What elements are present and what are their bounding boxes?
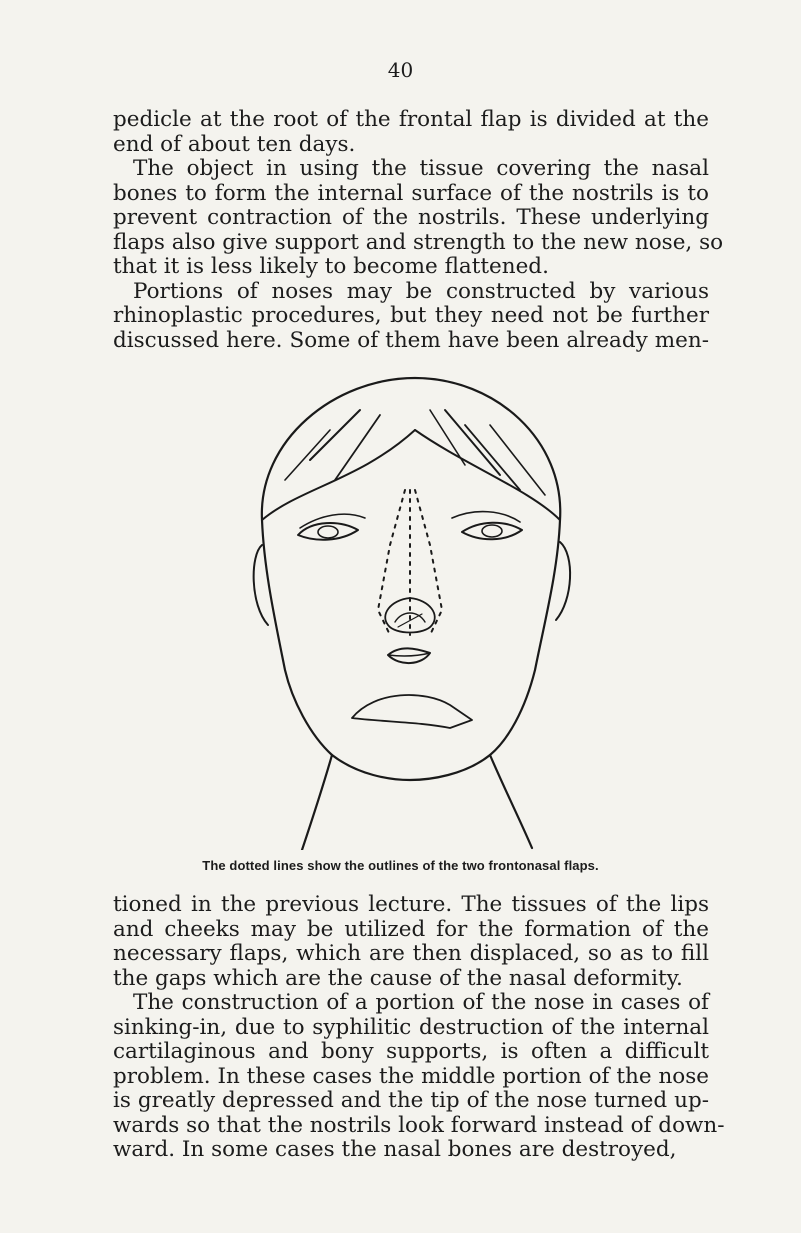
neck-right xyxy=(490,755,532,848)
neck-left xyxy=(302,755,332,850)
paragraph-block-before-figure xyxy=(113,107,724,353)
text-line: necessary flaps, which are then displaced, so as to fill xyxy=(113,941,709,966)
text-line: is greatly depressed and the tip of the nose turned up- xyxy=(113,1088,709,1113)
text-line: flaps also give support and strength to the new nose, so xyxy=(113,229,724,255)
text-line: and cheeks may be utilized for the formation of the xyxy=(113,916,709,942)
text-line: The construction of a portion of the nose in cases of xyxy=(133,990,709,1015)
flap-outline-left xyxy=(378,490,405,635)
figure-caption: The dotted lines show the outlines of the two frontonasal flaps. xyxy=(202,858,599,873)
text-line: rhinoplastic procedures, but they need not be further xyxy=(113,303,709,328)
text-line: tioned in the previous lecture. The tissues of the lips xyxy=(113,892,709,917)
text-line: wards so that the nostrils look forward instead of down- xyxy=(113,1112,725,1138)
text-line: the gaps which are the cause of the nasal deformity. xyxy=(113,965,683,991)
text-line: bones to form the internal surface of the nostrils is to xyxy=(113,180,709,206)
text-line: discussed here. Some of them have been already men- xyxy=(113,327,709,353)
text-line: Portions of noses may be constructed by various xyxy=(133,278,709,304)
text-line: prevent contraction of the nostrils. These underlying xyxy=(113,205,709,230)
face-flap-illustration xyxy=(240,370,580,850)
text-line: end of about ten days. xyxy=(113,131,356,157)
text-line: that it is less likely to become flattened. xyxy=(113,254,549,279)
text-line: problem. In these cases the middle portion of the nose xyxy=(113,1063,709,1089)
right-eyebrow xyxy=(452,512,520,522)
head-outline xyxy=(262,378,560,780)
paragraph-block-after-figure xyxy=(113,892,725,1163)
text-line: The object in using the tissue covering the nasal xyxy=(133,156,709,181)
text-line: cartilaginous and bony supports, is often a difficult xyxy=(113,1039,709,1064)
text-line: sinking-in, due to syphilitic destruction of the internal xyxy=(113,1014,709,1040)
flap-outline-right xyxy=(415,490,442,635)
lips xyxy=(352,695,472,728)
text-line: ward. In some cases the nasal bones are destroyed, xyxy=(113,1137,677,1162)
hair-flap-right xyxy=(415,430,560,520)
text-line: pedicle at the root of the frontal flap is divided at the xyxy=(113,107,709,132)
page-number: 40 xyxy=(387,58,414,82)
